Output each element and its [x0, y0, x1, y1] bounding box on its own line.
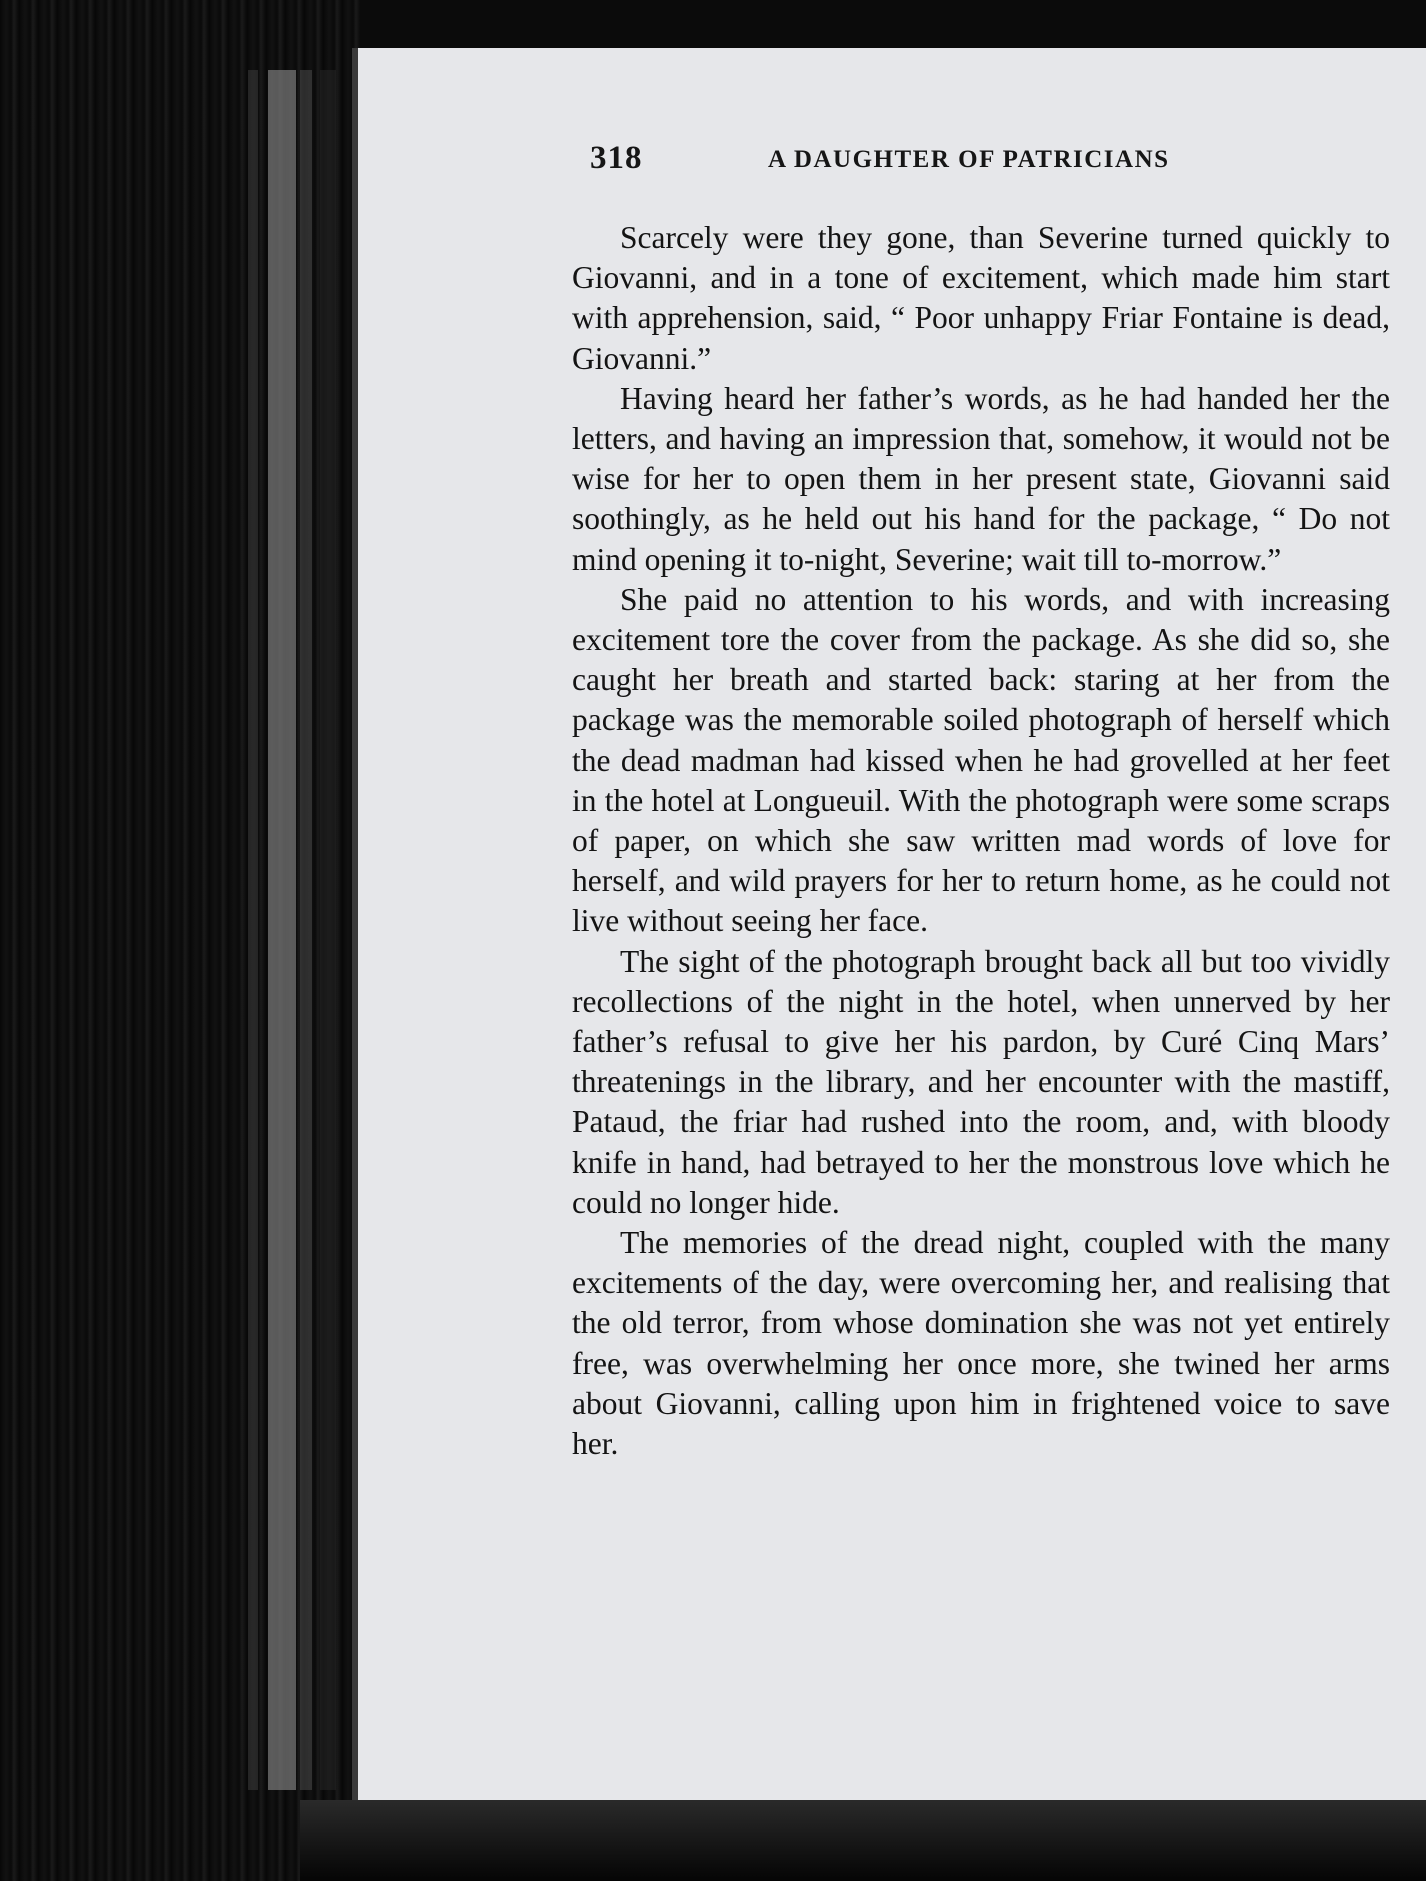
paragraph: Having heard her father’s words, as he had handed her the letters, and having an impression that, somehow, it would not be wise for her to open them in her present state, Giovanni said soothingly, as he held out his hand for the package, “ Do not mind opening it to-night, Severine; wait till to-morrow.”	[572, 380, 1390, 577]
page-edge	[300, 70, 312, 1790]
page-edge	[248, 70, 258, 1790]
running-head	[590, 140, 1230, 184]
paragraph: The memories of the dread night, coupled with the many excitements of the day, were overcoming her, and realising that the old terror, from whose domination she was not yet entirely free, was overwhelming her once more, she twined her arms about Giovanni, calling upon him in frightened voice to save her.	[572, 1225, 1390, 1462]
paragraph: The sight of the photograph brought back all but too vividly recollections of the night in the hotel, when unnerved by her father’s refusal to give her his pardon, by Curé Cinq Mars’ threatenings in the library, and her encounter with the mastiff, Pataud, the friar had rushed into the room, and, with bloody knife in hand, had betrayed to her the monstrous love which he could no longer hide.	[572, 943, 1390, 1220]
page-edge	[268, 70, 296, 1790]
paragraph: Scarcely were they gone, than Severine turned quickly to Giovanni, and in a tone of excitement, which made him start with apprehension, said, “ Poor unhappy Friar Fontaine is dead, Giovanni.”	[572, 220, 1390, 376]
page-number: 318	[590, 140, 643, 176]
body-text	[572, 218, 1390, 1464]
page-bottom-edge	[300, 1800, 1426, 1881]
page-edge	[320, 70, 336, 1790]
running-title: A DAUGHTER OF PATRICIANS	[768, 146, 1170, 173]
paragraph: She paid no attention to his words, and with increasing excitement tore the cover from the package. As she did so, she caught her breath and started back: staring at her from the package was the memorable soiled photograph of herself which the dead madman had kissed when he had grovelled at her feet in the hotel at Longueuil. With the photograph were some scraps of paper, on which she saw written mad words of love for herself, and wild prayers for her to return home, as he could not live without seeing her face.	[572, 581, 1390, 939]
